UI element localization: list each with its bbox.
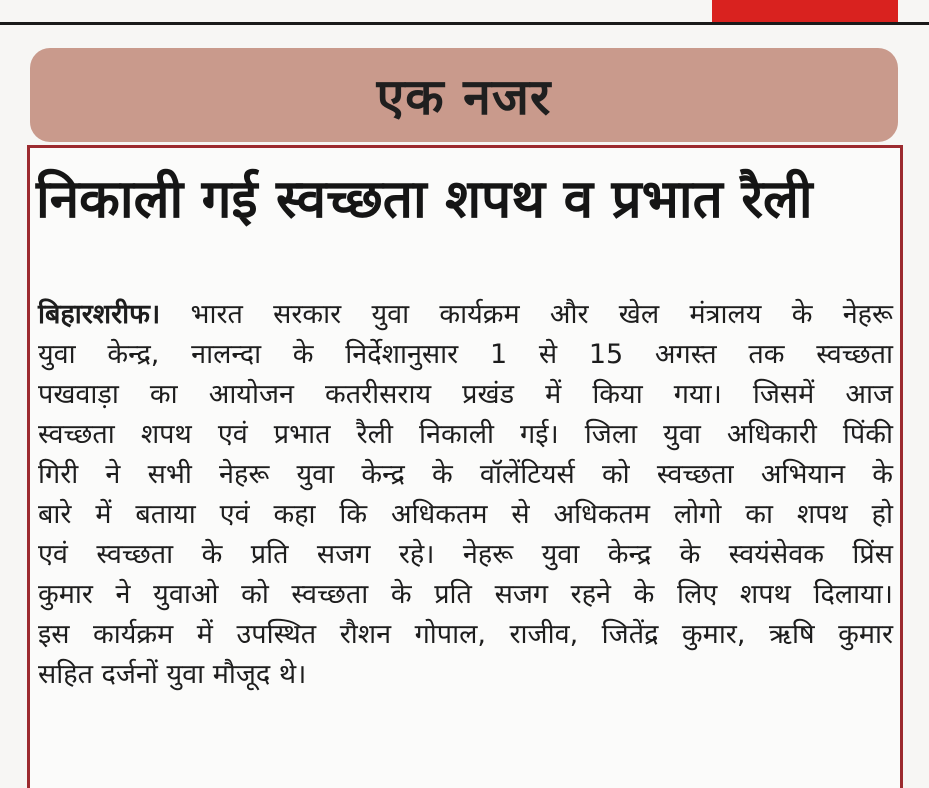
article-line: सहित दर्जनों युवा मौजूद थे। (38, 659, 307, 690)
article-line (38, 295, 893, 335)
article-body (38, 295, 893, 695)
article-line-text: भारत सरकार युवा कार्यक्रम और खेल मंत्रालय के नेहरू (190, 299, 893, 330)
article-line: गिरी ने सभी नेहरू युवा केन्द्र के वॉलेंटियर्स को स्वच्छता अभियान के (38, 459, 893, 490)
article-dateline: बिहारशरीफ। (38, 299, 161, 330)
article-line: इस कार्यक्रम में उपस्थित रौशन गोपाल, राजीव, जितेंद्र कुमार, ऋषि कुमार (38, 619, 893, 650)
section-banner (30, 48, 898, 142)
article-headline: निकाली गई स्वच्छता शपथ व प्रभात रैली (36, 169, 813, 230)
article-line: एवं स्वच्छता के प्रति सजग रहे। नेहरू युवा केन्द्र के स्वयंसेवक प्रिंस (38, 539, 893, 570)
article-line: कुमार ने युवाओ को स्वच्छता के प्रति सजग रहने के लिए शपथ दिलाया। (38, 579, 893, 610)
masthead-rule (0, 22, 929, 25)
section-title: एक नजर (376, 68, 552, 126)
article-line: पखवाड़ा का आयोजन कतरीसराय प्रखंड में किया गया। जिसमें आज (38, 379, 893, 410)
article-line: स्वच्छता शपथ एवं प्रभात रैली निकाली गई। जिला युवा अधिकारी पिंकी (38, 419, 893, 450)
article-line: युवा केन्द्र, नालन्दा के निर्देशानुसार 1 से 15 अगस्त तक स्वच्छता (38, 339, 893, 370)
masthead-red-tab (712, 0, 898, 22)
article-line: बारे में बताया एवं कहा कि अधिकतम से अधिकतम लोगो का शपथ हो (38, 499, 893, 530)
